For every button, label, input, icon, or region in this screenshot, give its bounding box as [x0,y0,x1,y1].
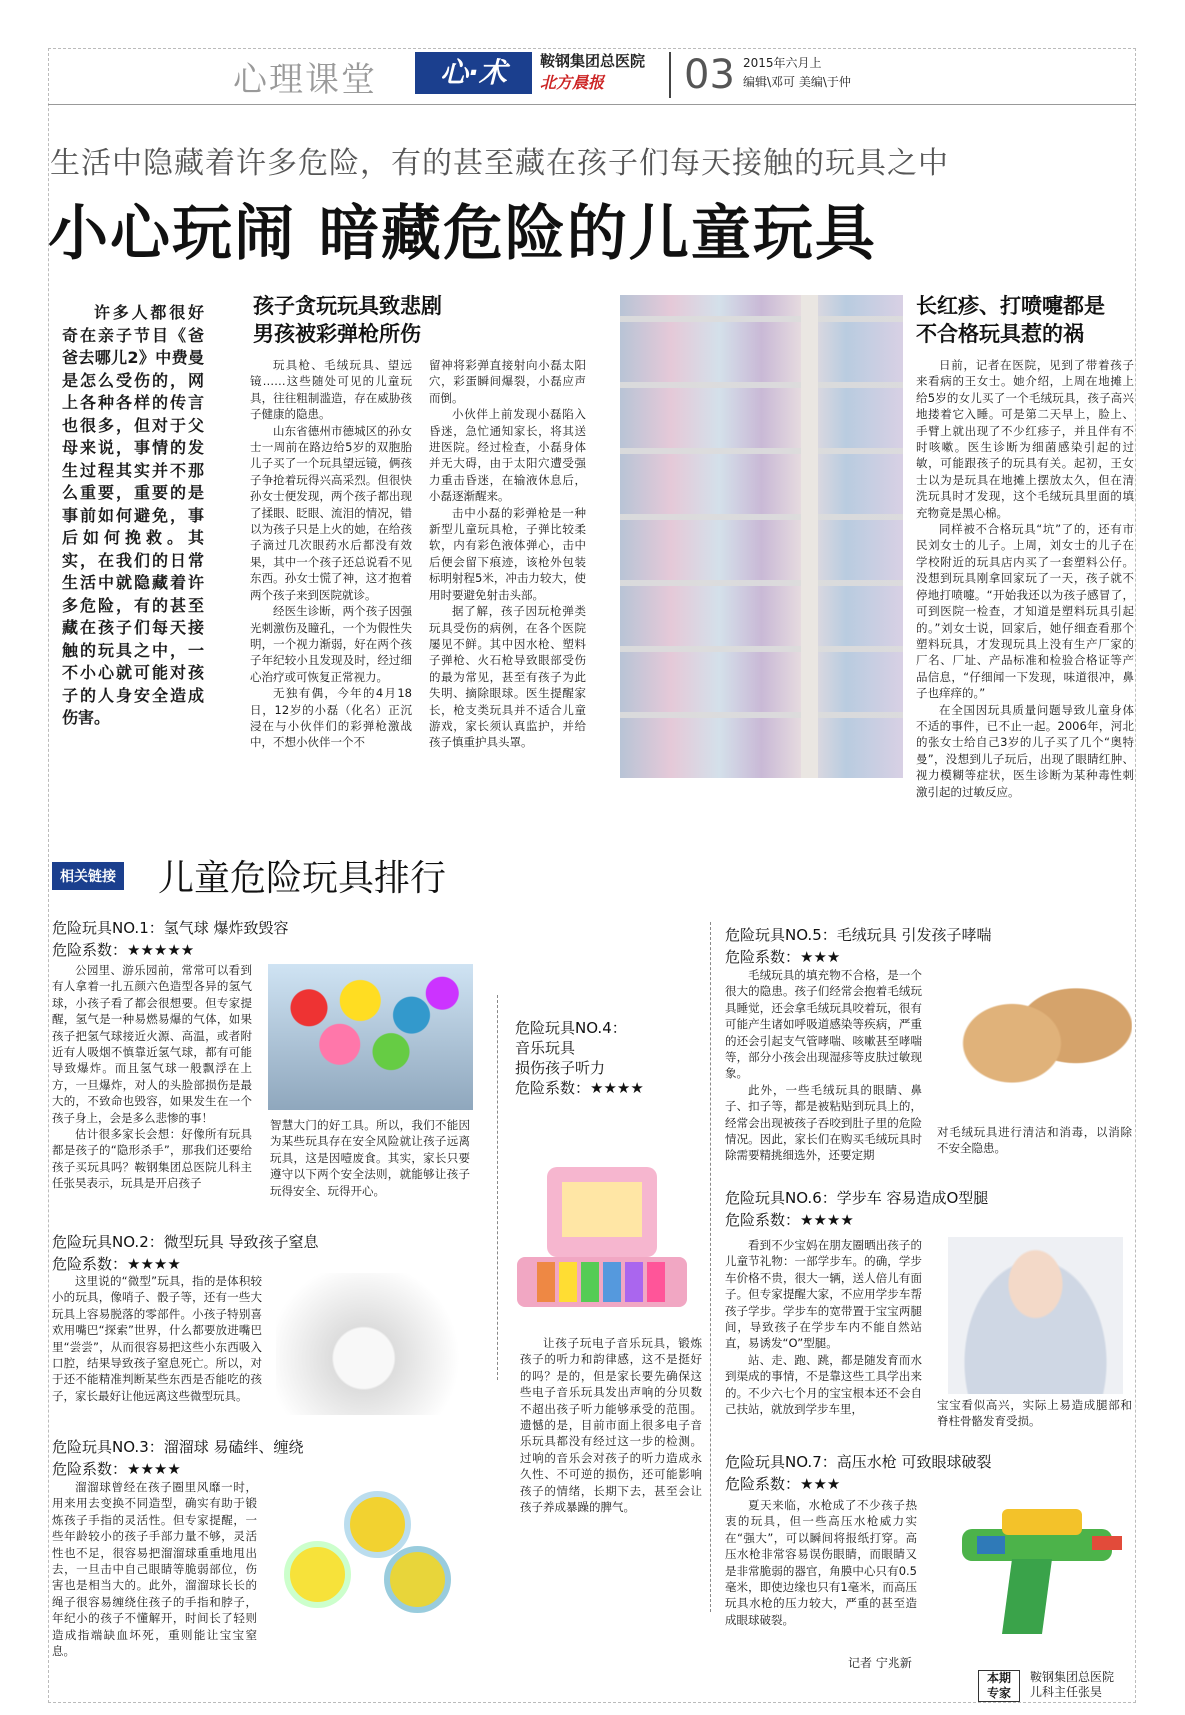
toy5-heading: 危险玩具NO.5：毛绒玩具 引发孩子哮喘 [725,926,992,944]
toy5-body-cont: 对毛绒玩具进行清洁和消毒，以消除不安全隐患。 [937,1125,1132,1156]
headline-subtitle: 生活中隐藏着许多危险，有的甚至藏在孩子们每天接触的玩具之中 [50,146,949,181]
paragraph: 日前，记者在医院，见到了带着孩子来看病的王女士。她介绍，上周在地摊上给5岁的女儿买了一个毛绒玩具，孩子高兴地搂着它入睡。可是第二天早上，脸上、手臂上就出现了不少红疹子，并且伴有不时咳嗽。医生诊断为细菌感染引起的过敏，可能跟孩子的玩具有关。起初，王女士以为是玩具在地摊上摆放太久，但在清洗玩具时才发现，这个毛绒玩具里面的填充物竟是黑心棉。 [916,358,1134,520]
paragraph: 毛绒玩具的填充物不合格，是一个很大的隐患。孩子们经常会抱着毛绒玩具睡觉，还会拿毛绒玩具咬着玩，很有可能产生诸如呼吸道感染等疾病，严重的还会引起支气管哮喘、咳嗽甚至哮喘等，部分小孩会出现湿疹等皮肤过敏现象。 [725,968,922,1081]
toy7-body [725,1497,917,1628]
paragraph: 无独有偶，今年的4月18日，12岁的小磊（化名）正沉浸在与小伙伴们的彩弹枪激战中，不想小伙伴一个不 [250,686,412,750]
column-separator [497,995,498,1380]
article2-body [916,357,1134,800]
article2-heading-line2: 不合格玩具惹的祸 [916,322,1084,346]
yoyo-orange [344,1491,411,1558]
toy2-heading: 危险玩具NO.2：微型玩具 导致孩子窒息 [52,1233,319,1251]
toy6-heading: 危险玩具NO.6：学步车 容易造成O型腿 [725,1189,989,1207]
article2-heading-line1: 长红疹、打喷嚏都是 [916,294,1105,318]
paragraph: 击中小磊的彩弹枪是一种新型儿童玩具枪，子弹比较柔软，内有彩色液体弹心，击中后便会留下痕迹，该枪外包装标明射程5米，冲击力较大，使用时要避免射击头部。 [429,505,586,602]
intro-paragraph: 许多人都很好奇在亲子节目《爸爸去哪儿2》中费曼是怎么受伤的，网上各种各样的传言也很多，但对于父母来说，事情的发生过程其实并不那么重要，重要的是事前如何避免，事后如何挽救。其实，在我们的日常生活中就隐藏着许多危险，有的甚至藏在孩子们每天接触的玩具之中，一不小心就可能对孩子的人身安全造成伤害。 [62,303,204,727]
article1-heading-line1: 孩子贪玩玩具致悲剧 [253,294,442,318]
paragraph: 夏天来临，水枪成了不少孩子热衷的玩具，但一些高压水枪威力实在“强大”，可以瞬间将报纸打穿。高压水枪非常容易误伤眼睛，而眼睛又是非常脆弱的器官，角膜中心只有0.5毫米，即使边缘也只有1毫米，而高压玩具水枪的压力较大，严重的甚至造成眼球破裂。 [725,1498,917,1627]
toy4-heading-line1: 危险玩具NO.4： [515,1019,627,1037]
article1-heading-line2: 男孩被彩弹枪所伤 [253,322,421,346]
teddy-bear-photo [932,947,1132,1122]
water-gun-photo [942,1484,1135,1648]
toy6-body [725,1237,922,1417]
xylophone-illustration [507,1137,697,1320]
expert-name: 儿科主任张昊 [1030,1685,1103,1699]
paragraph: 看到不少宝妈在朋友圈晒出孩子的儿童节礼物：一部学步车。的确，学步车价格不贵，很大一辆，送人倍儿有面子。但专家提醒大家，不应用学步车帮孩子学步。学步车的宽带置于宝宝两腿间，导致孩子在学步车内不能自然站直，易诱发“O”型腿。 [725,1238,922,1351]
toy1-heading: 危险玩具NO.1：氢气球 爆炸致毁容 [52,919,289,937]
toy1-body-cont: 智慧大门的好工具。所以，我们不能因为某些玩具存在安全风险就让孩子远离玩具，这是因噎废食。其实，家长只要遵守以下两个安全法则，就能够让孩子玩得安全、玩得开心。 [270,1118,470,1198]
toy3-rating: 危险系数：★★★★ [52,1460,181,1478]
article1-heading [253,292,613,348]
toy3-body [52,1479,257,1659]
editor-credits: 编辑\邓可 美编\于仲 [743,75,851,89]
toy4-rating: 危险系数：★★★★ [515,1079,644,1097]
article1-col2 [429,357,586,751]
paragraph: 此外，一些毛绒玩具的眼睛、鼻子、扣子等，都是被粘贴到玩具上的，经常会出现被孩子吞咬到肚子里的危险情况。因此，家长们在购买毛绒玩具时除需要精挑细选外，还要定期 [725,1082,922,1163]
paragraph: 估计很多家长会想：好像所有玩具都是孩子的“隐形杀手”，那我们还要给孩子买玩具吗？鞍钢集团总医院儿科主任张昊表示，玩具是开启孩子 [52,1127,252,1191]
toy7-heading: 危险玩具NO.7：高压水枪 可致眼球破裂 [725,1453,992,1471]
yoyo-photo [264,1481,474,1631]
toy2-rating: 危险系数：★★★★ [52,1255,181,1273]
toy1-rating: 危险系数：★★★★★ [52,941,195,959]
related-link-tag: 相关链接 [52,862,124,890]
expert-label-line1: 本期 [986,1671,1011,1685]
toy6-rating: 危险系数：★★★★ [725,1211,854,1229]
toy3-heading: 危险玩具NO.3：溜溜球 易磕绊、缠绕 [52,1438,304,1456]
paragraph: 让孩子玩电子音乐玩具，锻炼孩子的听力和韵律感，这不是挺好的吗？是的，但是家长要先确保这些电子音乐玩具发出声响的分贝数不超出孩子听力能够承受的范围。遗憾的是，目前市面上很多电子音乐玩具都没有经过这一步的检测。过响的音乐会对孩子的听力造成永久性、不可逆的损伤，还可能影响孩子的情绪，长期下去，甚至会让孩子养成暴躁的脾气。 [520,1336,702,1515]
toy4-heading-line2: 音乐玩具 [515,1039,576,1057]
toy-xylophone-photo [507,1137,697,1320]
toy4-body [520,1335,702,1515]
hospital-name: 鞍钢集团总医院 [540,52,646,70]
toy-store-shelf-photo [620,295,903,778]
paragraph: 玩具枪、毛绒玩具、望远镜……这些随处可见的儿童玩具，往往粗制滥造，存在威胁孩子健康的隐患。 [250,358,412,422]
article2-heading [916,292,1141,348]
reporter-credit: 记者 宁兆新 [848,1656,912,1670]
paragraph: 在全国因玩具质量问题导致儿童身体不适的事件，已不止一起。2006年，河北的张女士给自己3岁的儿子买了几个“奥特曼”，没想到儿子玩后，出现了眼睛红肿、视力模糊等症状，医生诊断为某种毒性刺激引起的过敏反应。 [916,702,1134,799]
section-title: 心理课堂 [233,60,377,100]
paragraph: 公园里、游乐园前，常常可以看到有人拿着一扎五颜六色造型各异的氢气球，小孩子看了都会很想要。但专家提醒，氢气是一种易燃易爆的气体，如果孩子把氢气球接近火源、高温，或者附近有人吸烟不慎靠近氢气球，都有可能导致爆炸。而且氢气球一般飘浮在上方，一旦爆炸，对人的头脸部损伤是最大的，不致命也毁容，如果发生在一个孩子身上，会是多么悲惨的事！ [52,963,252,1125]
toy6-body-cont: 宝宝看似高兴，实际上易造成腿部和脊柱骨骼发育受损。 [937,1398,1132,1429]
column-separator [710,922,711,1612]
toy7-rating: 危险系数：★★★ [725,1475,841,1493]
shelf-pillar [801,295,818,778]
header-rule [48,104,1136,105]
baby-walker-photo [948,1237,1123,1394]
headline-title: 小心玩闹 暗藏危险的儿童玩具 [48,199,877,269]
expert-info [1030,1670,1114,1700]
expert-hospital: 鞍钢集团总医院 [1030,1670,1115,1684]
paragraph: 站、走、跑、跳，都是随发育而水到渠成的事情，不是靠这些工具学出来的。不少六七个月的宝宝根本还不会自己扶站，就放到学步车里， [725,1352,922,1417]
paragraph: 这里说的“微型”玩具，指的是体积较小的玩具，像哨子、骰子等，还有一些大玩具上容易脱落的零部件。小孩子特别喜欢用嘴巴“探索”世界，什么都要放进嘴巴里“尝尝”，从而很容易把这些小东西吸入口腔，结果导致孩子窒息死亡。所以，对于还不能精准判断某些东西是否能吃的孩子，家长最好让他远离这些微型玩具。 [52,1274,262,1403]
expert-label-box [978,1670,1020,1702]
toy2-body [52,1273,262,1404]
paragraph: 溜溜球曾经在孩子圈里风靡一时，用来用去变换不同造型，确实有助于锻炼孩子手指的灵活性。但专家提醒，一些年龄较小的孩子手部力量不够，灵活性也不足，很容易把溜溜球重重地甩出去，一旦击中自己眼睛等脆弱部位，伤害也是相当大的。此外，溜溜球长长的绳子很容易缠绕住孩子的手指和脖子，年纪小的孩子不懂解开，时间长了轻则造成指端缺血坏死，重则能让宝宝窒息。 [52,1480,257,1659]
paragraph: 山东省德州市德城区的孙女士一周前在路边给5岁的双胞胎儿子买了一个玩具望远镜，俩孩子争抢着玩得兴高采烈。但很快孙女士便发现，两个孩子都出现了揉眼、眨眼、流泪的情况，错以为孩子只是上火的她，在给孩子滴过几次眼药水后都没有效果，其中一个孩子还总说看不见东西。孙女士慌了神，这才抱着两个孩子来到医院就诊。 [250,423,412,602]
column-logo: 心·术 [415,52,532,94]
paragraph: 经医生诊断，两个孩子因强光刺激伤及瞳孔，一个为假性失明，一个视力渐弱，好在两个孩子年纪较小且发现及时，经过细心治疗或可恢复正常视力。 [250,604,412,684]
paragraph: 留神将彩弹直接射向小磊太阳穴，彩蛋瞬间爆裂，小磊应声而倒。 [429,358,586,405]
whistle-photo [276,1273,471,1415]
toy5-body [725,967,922,1164]
paragraph: 同样被不合格玩具“坑”了的，还有市民刘女士的儿子。上周，刘女士的儿子在学校附近的玩具店内买了一套塑料公仔。没想到玩具刚拿回家玩了一天，孩子就不停地打喷嚏。“开始我还以为孩子感冒了，可到医院一检查，才知道是塑料玩具引起的。”刘女士说，回家后，她仔细查看那个塑料玩具，才发现玩具上没有生产厂家的厂名、厂址、产品标准和检验合格证等产品信息，“仔细闻一下发现，味道很冲，鼻子也痒痒的。” [916,522,1134,701]
yoyo-yellow [284,1541,351,1608]
balloons-photo [268,964,473,1110]
yoyo-green [384,1546,451,1613]
toy5-rating: 危险系数：★★★ [725,948,841,966]
page-number: 03 [684,52,735,98]
header-divider [669,52,671,98]
toy4-heading-line3: 损伤孩子听力 [515,1059,606,1077]
paragraph: 据了解，孩子因玩枪弹类玩具受伤的病例，在各个医院屡见不鲜。其中因水枪、塑料子弹枪、火石枪导致眼部受伤的最为常见，甚至有孩子为此失明、摘除眼球。医生提醒家长，枪支类玩具并不适合儿童游戏，家长须认真监护，并给孩子慎重护具头罩。 [429,604,586,750]
newspaper-logo: 北方晨报 [540,73,605,92]
expert-label-line2: 专家 [986,1686,1011,1700]
toy1-body [52,962,252,1192]
paragraph: 小伙伴上前发现小磊陷入昏迷，急忙通知家长，将其送进医院。经过检查，小磊身体并无大碍，由于太阳穴遭受强力重击昏迷，在输液休息后，小磊逐渐醒来。 [429,407,586,504]
toy4-heading [515,1018,695,1098]
water-gun-illustration [942,1484,1135,1648]
article1-col1 [250,357,412,751]
ranking-title: 儿童危险玩具排行 [158,858,447,899]
issue-date: 2015年六月上 [743,56,822,70]
